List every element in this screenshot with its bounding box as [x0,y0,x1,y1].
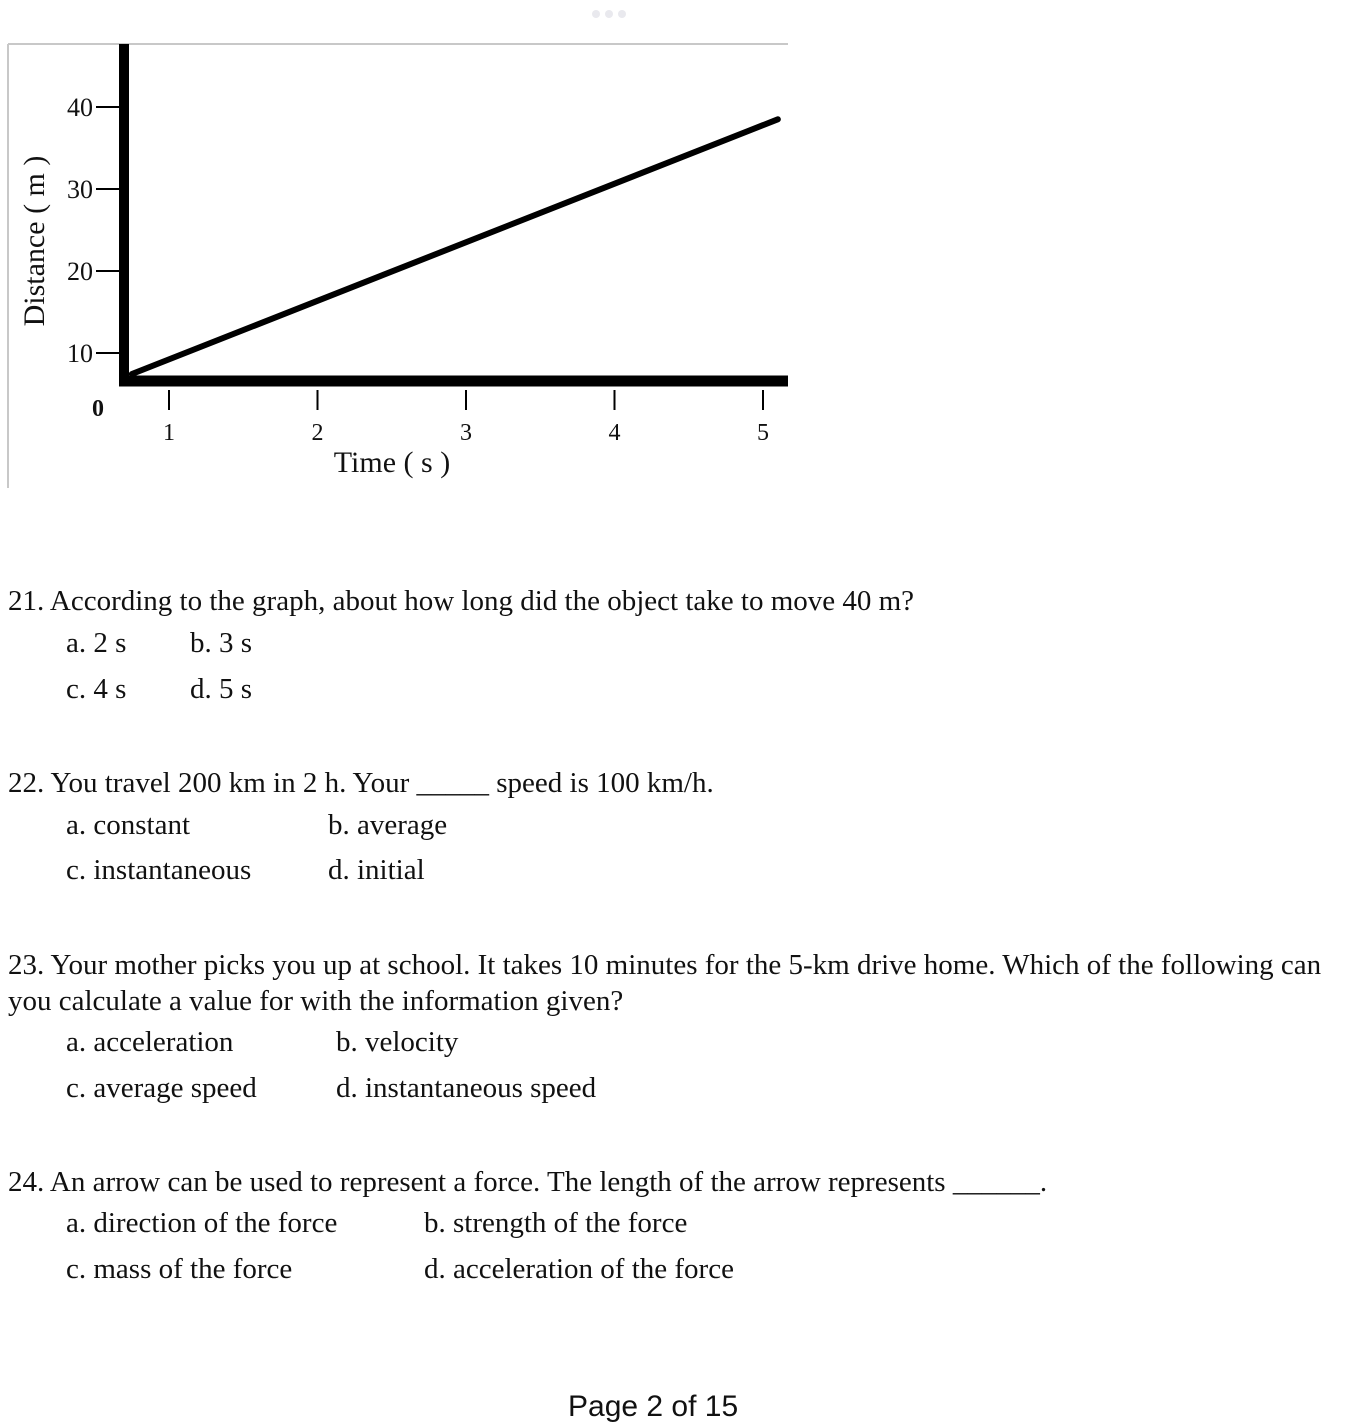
option-22d[interactable]: d. initial [328,854,425,886]
option-22b[interactable]: b. average [328,809,448,841]
option-21c[interactable]: c. 4 s [66,673,127,705]
origin-label: 0 [92,396,104,422]
option-24c[interactable]: c. mass of the force [66,1253,293,1285]
option-24d[interactable]: d. acceleration of the force [424,1253,734,1285]
question-text: According to the graph, about how long did the object take to move 40 m? [49,585,915,617]
x-tick-label: 3 [460,420,472,446]
page-footer: Page 2 of 15 [568,1390,739,1423]
question-text: Your mother picks you up at school. It takes 10 minutes for the 5-km drive home. Which of the following can you calculate a value for with the information given? [8,949,1322,1017]
question-24 [8,1164,1047,1200]
x-tick-label: 2 [311,420,324,446]
option-23c[interactable]: c. average speed [66,1072,257,1104]
distance-series-line [132,119,778,374]
x-axis-label: Time ( s ) [333,446,451,479]
x-tick-label: 1 [163,420,175,446]
y-tick-label: 30 [67,175,93,204]
question-number: 23. [8,949,45,981]
window-dots [592,10,626,18]
option-21d[interactable]: d. 5 s [190,673,253,705]
x-tick-label: 5 [757,420,769,446]
y-tick-label: 40 [67,93,93,122]
question-text: An arrow can be used to represent a force. The length of the arrow represents ______. [49,1166,1048,1198]
y-tick-label: 10 [67,339,93,368]
x-tick-label: 4 [608,420,621,446]
option-22a[interactable]: a. constant [66,809,191,841]
question-23 [8,947,1348,1019]
option-23b[interactable]: b. velocity [336,1026,459,1058]
question-number: 22. [8,767,45,799]
option-21a[interactable]: a. 2 s [66,627,127,659]
option-21b[interactable]: b. 3 s [190,627,253,659]
option-23a[interactable]: a. acceleration [66,1026,234,1058]
question-21 [8,583,914,619]
distance-time-chart [0,38,800,498]
question-number: 21. [8,585,45,617]
option-23d[interactable]: d. instantaneous speed [336,1072,597,1104]
y-axis-label: Distance ( m ) [18,155,51,327]
option-22c[interactable]: c. instantaneous [66,854,252,886]
y-tick-label: 20 [67,257,93,286]
option-24a[interactable]: a. direction of the force [66,1207,338,1239]
option-24b[interactable]: b. strength of the force [424,1207,688,1239]
question-number: 24. [8,1166,45,1198]
question-22 [8,765,714,801]
question-text: You travel 200 km in 2 h. Your _____ speed is 100 km/h. [50,767,714,799]
